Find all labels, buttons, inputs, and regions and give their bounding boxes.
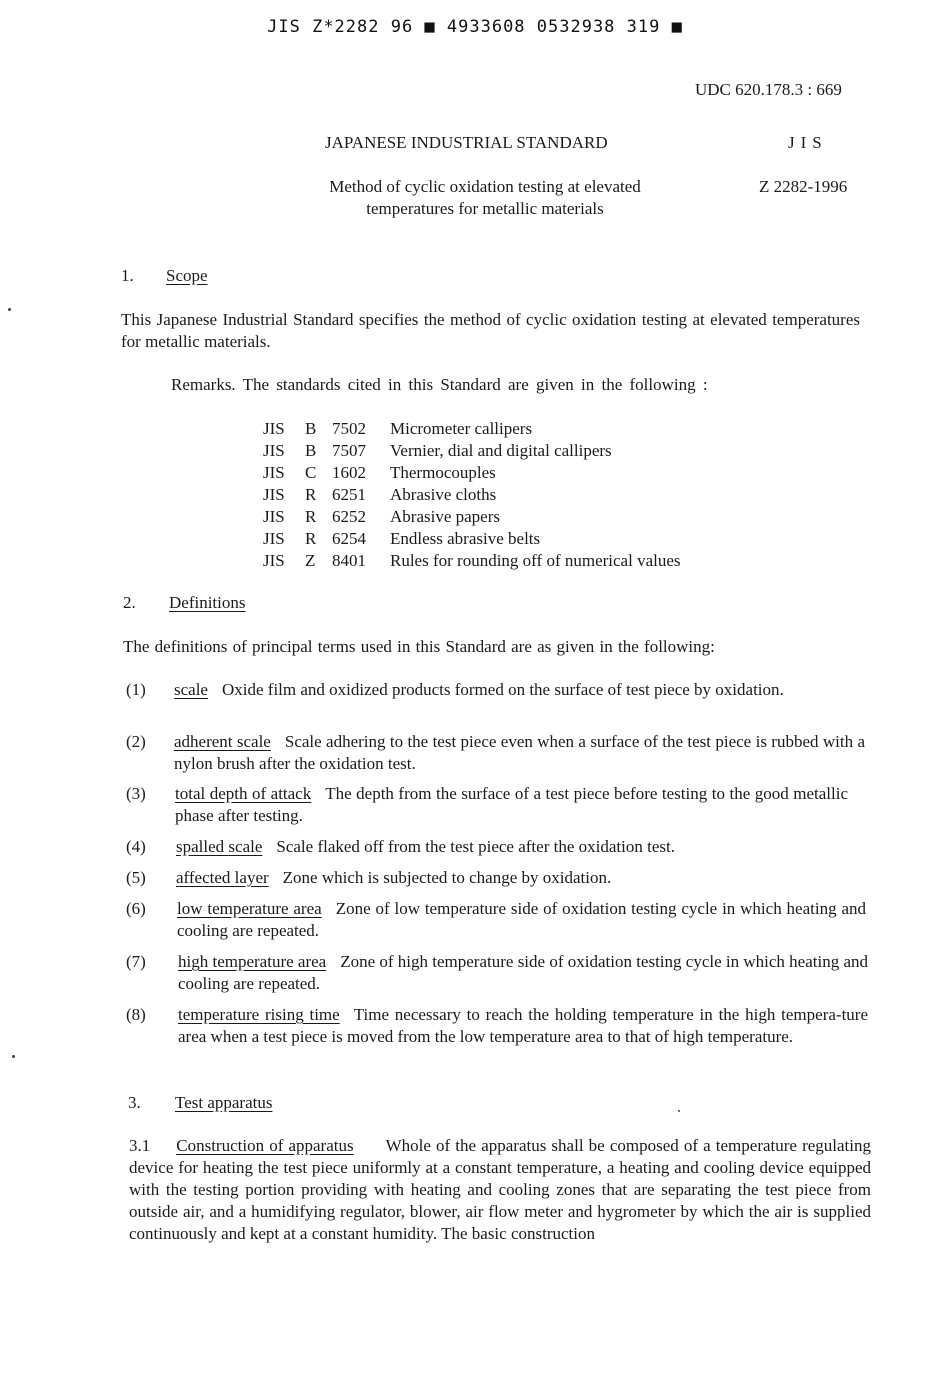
definition-text: Scale adhering to the test piece even when a surface of the test piece is rubbed with a nylon brush after the oxidation test.	[174, 732, 865, 773]
section-3-1-paragraph	[129, 1135, 871, 1245]
section-1-title: Scope	[166, 266, 208, 285]
standard-org: JIS	[263, 507, 285, 526]
cited-standard-row	[263, 506, 681, 528]
standard-title: Micrometer callipers	[390, 419, 533, 438]
definition-item	[175, 783, 848, 827]
standard-letter: B	[305, 441, 317, 460]
cited-standards-table	[263, 418, 681, 572]
standard-number: 6254	[332, 529, 366, 548]
section-3-title: Test apparatus	[175, 1093, 273, 1112]
definition-text: Zone of low temperature side of oxidation testing cycle in which heating and cooling are repeated.	[177, 899, 866, 940]
cited-standard-row	[263, 484, 681, 506]
section-1-number: 1.	[121, 266, 134, 285]
scan-speck	[12, 1055, 15, 1058]
definition-number: (5)	[126, 868, 146, 887]
standard-title: JAPANESE INDUSTRIAL STANDARD	[325, 133, 608, 152]
section-3-1-title: Construction of apparatus	[176, 1136, 354, 1155]
definition-text: The depth from the surface of a test piece before testing to the good metallic phase after testing.	[175, 784, 848, 825]
standard-title: Abrasive cloths	[390, 485, 497, 504]
cited-standard-row	[263, 440, 681, 462]
jis-mark: JIS	[788, 133, 828, 152]
cited-standard-row	[263, 462, 681, 484]
document-number: Z 2282-1996	[759, 177, 848, 196]
definition-item	[174, 731, 865, 775]
standard-org: JIS	[263, 419, 285, 438]
definition-item	[176, 836, 861, 858]
standard-org: JIS	[263, 441, 285, 460]
standard-title: Vernier, dial and digital callipers	[390, 441, 612, 460]
definition-number: (3)	[126, 784, 146, 803]
document-title-line-1: Method of cyclic oxidation testing at elevated	[329, 177, 641, 196]
standard-number: 6251	[332, 485, 366, 504]
remarks: Remarks. The standards cited in this Standard are given in the following :	[171, 375, 708, 394]
definition-item	[178, 1004, 868, 1048]
cited-standard-row	[263, 528, 681, 550]
definition-item	[177, 898, 866, 942]
definition-text: Scale flaked off from the test piece after the oxidation test.	[276, 837, 675, 856]
definition-text: Time necessary to reach the holding temperature in the high tempera-ture area when a test piece is moved from the low temperature area to that of high temperature.	[178, 1005, 868, 1046]
standard-number: 8401	[332, 551, 366, 570]
definition-term: scale	[174, 680, 208, 699]
definition-term: affected layer	[176, 868, 269, 887]
standard-org: JIS	[263, 485, 285, 504]
section-3-number: 3.	[128, 1093, 141, 1112]
definition-text: Oxide film and oxidized products formed on the surface of test piece by oxidation.	[221, 680, 784, 699]
document-code-header: JIS Z*2282 96 ■ 4933608 0532938 319 ■	[267, 17, 683, 37]
section-2-intro: The definitions of principal terms used in this Standard are as given in the following:	[123, 637, 715, 656]
section-2-title: Definitions	[169, 593, 246, 612]
document-title	[270, 176, 700, 220]
scan-speck	[8, 308, 11, 311]
cited-standards-body	[263, 418, 681, 572]
scan-speck	[678, 1110, 680, 1112]
section-3-1-number: 3.1	[129, 1136, 151, 1155]
definition-text: Zone which is subjected to change by oxidation.	[282, 868, 612, 887]
standard-title: Abrasive papers	[390, 507, 500, 526]
definition-text: Zone of high temperature side of oxidation testing cycle in which heating and cooling are repeated.	[178, 952, 868, 993]
standard-letter: B	[305, 419, 317, 438]
standard-letter: R	[305, 485, 317, 504]
standard-title: Endless abrasive belts	[390, 529, 541, 548]
standard-org: JIS	[263, 463, 285, 482]
definition-term: spalled scale	[176, 837, 263, 856]
definition-term: high temperature area	[178, 952, 327, 971]
cited-standard-row	[263, 550, 681, 572]
standard-letter: Z	[305, 551, 316, 570]
standard-org: JIS	[263, 529, 285, 548]
standard-letter: R	[305, 529, 317, 548]
definition-item	[178, 951, 868, 995]
standard-letter: C	[305, 463, 317, 482]
standard-number: 7502	[332, 419, 366, 438]
standard-title: Rules for rounding off of numerical values	[390, 551, 681, 570]
definition-number: (6)	[126, 899, 146, 918]
standard-number: 1602	[332, 463, 366, 482]
definition-number: (1)	[126, 680, 146, 699]
definition-term: total depth of attack	[175, 784, 312, 803]
definition-number: (4)	[126, 837, 146, 856]
standard-org: JIS	[263, 551, 285, 570]
definition-number: (8)	[126, 1005, 146, 1024]
udc-number: UDC 620.178.3 : 669	[695, 80, 842, 99]
definition-number: (7)	[126, 952, 146, 971]
section-3-1-body: Whole of the apparatus shall be composed of a temperature regulating device for heating the test piece uniformly at a constant temperature, a heating and cooling device equipped with the testing portion providing with heating and cooling zones that are separating the test piece from outside air, and a humidifying regulator, blower, air flow meter and hygrometer by which the air is supplied continuously and kept at a constant humidity. The basic construction	[129, 1136, 871, 1243]
definition-term: adherent scale	[174, 732, 271, 751]
cited-standard-row	[263, 418, 681, 440]
document-title-line-2: temperatures for metallic materials	[366, 199, 604, 218]
standard-title: Thermocouples	[390, 463, 496, 482]
definition-term: temperature rising time	[178, 1005, 340, 1024]
standard-number: 6252	[332, 507, 366, 526]
section-1-body: This Japanese Industrial Standard specifies the method of cyclic oxidation testing at elevated temperatures for metallic materials.	[121, 310, 860, 351]
definition-number: (2)	[126, 732, 146, 751]
section-2-number: 2.	[123, 593, 136, 612]
definition-item	[176, 867, 820, 889]
standard-letter: R	[305, 507, 317, 526]
definition-item	[174, 679, 864, 701]
definition-term: low temperature area	[177, 899, 322, 918]
standard-number: 7507	[332, 441, 366, 460]
